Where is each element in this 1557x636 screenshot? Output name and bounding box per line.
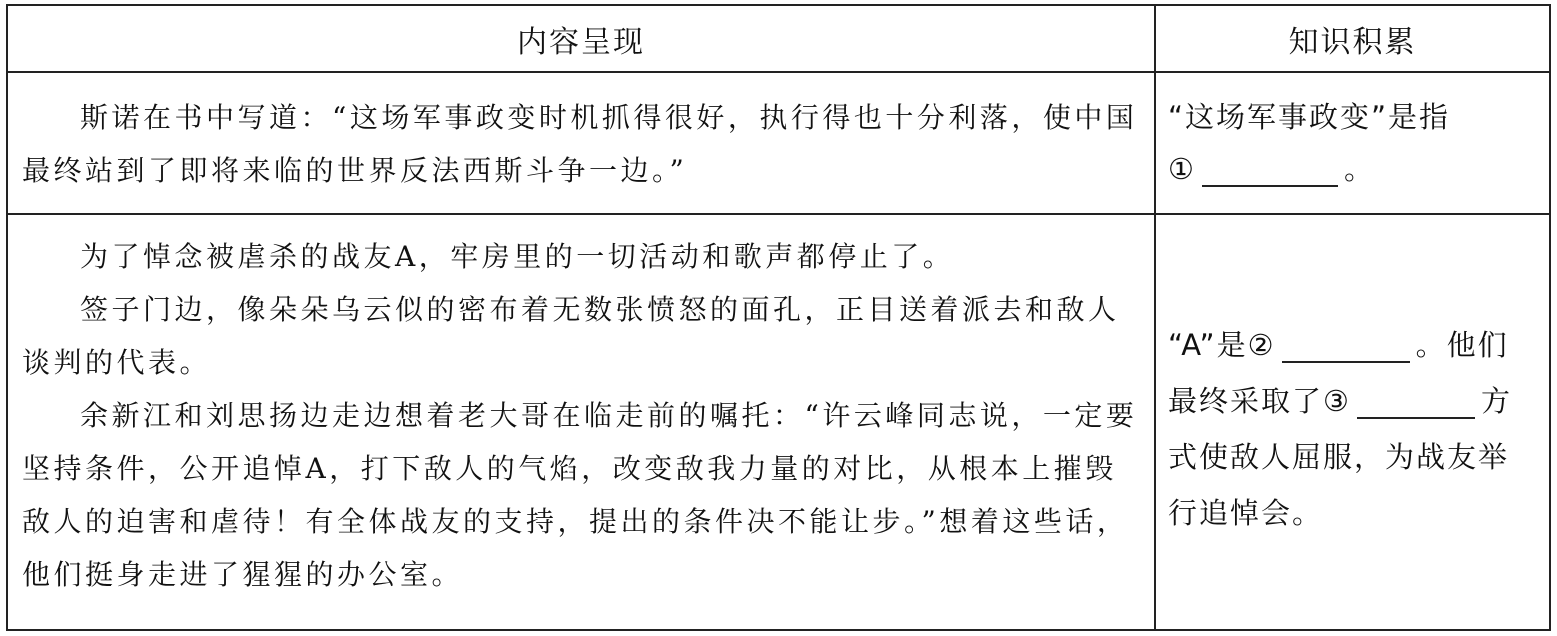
header-row: [8, 6, 1549, 73]
row2-para-2: 签子门边，像朵朵乌云似的密布着无数张愤怒的面孔，正目送着派去和敌人谈判的代表。: [22, 293, 1120, 379]
row1-content-cell: [8, 73, 1156, 213]
row2-knowledge-text: [1156, 215, 1549, 541]
row-coup: [8, 73, 1549, 215]
blank-1-label: ①: [1168, 152, 1196, 186]
blank-2-label: ②: [1247, 328, 1276, 362]
row1-knowledge-prefix: “这场军事政变”是指: [1168, 100, 1451, 134]
row1-knowledge-text: [1156, 73, 1549, 195]
answer-blank-2[interactable]: [1282, 331, 1410, 363]
row2-knowledge-part3: 方式使敌人屈服，为战友举行追悼会。: [1168, 384, 1513, 530]
header-content: 内容呈现: [8, 6, 1156, 71]
row2-knowledge-part1: “A”是: [1168, 328, 1248, 362]
row2-para-1: 为了悼念被虐杀的战友A，牢房里的一切活动和歌声都停止了。: [80, 240, 955, 273]
answer-blank-3[interactable]: [1357, 387, 1475, 419]
row2-knowledge-part2: 。他们最终采取了: [1168, 328, 1509, 418]
question-table: [6, 4, 1551, 631]
row2-para-3: 余新江和刘思扬边走边想着老大哥在临走前的嘱托：“许云峰同志说，一定要坚持条件，公开追悼A，打下敌人的气焰，改变敌我力量的对比，从根本上摧毁敌人的迫害和虐待！有全体战友的支持，提出的条件决不能让步。”想着这些话，他们挺身走进了猩猩的办公室。: [22, 399, 1138, 591]
row1-knowledge-cell: [1156, 73, 1549, 213]
row-prison: [8, 215, 1549, 629]
row2-content-cell: [8, 215, 1156, 629]
answer-blank-1[interactable]: [1202, 155, 1338, 187]
header-knowledge: 知识积累: [1288, 24, 1417, 60]
row2-knowledge-cell: [1156, 215, 1549, 629]
row1-knowledge-suffix: 。: [1344, 152, 1376, 186]
row1-content-text: 斯诺在书中写道：“这场军事政变时机抓得很好，执行得也十分利落，使中国最终站到了即将来临的世界反法西斯斗争一边。”: [22, 101, 1138, 187]
blank-3-label: ③: [1323, 384, 1352, 418]
